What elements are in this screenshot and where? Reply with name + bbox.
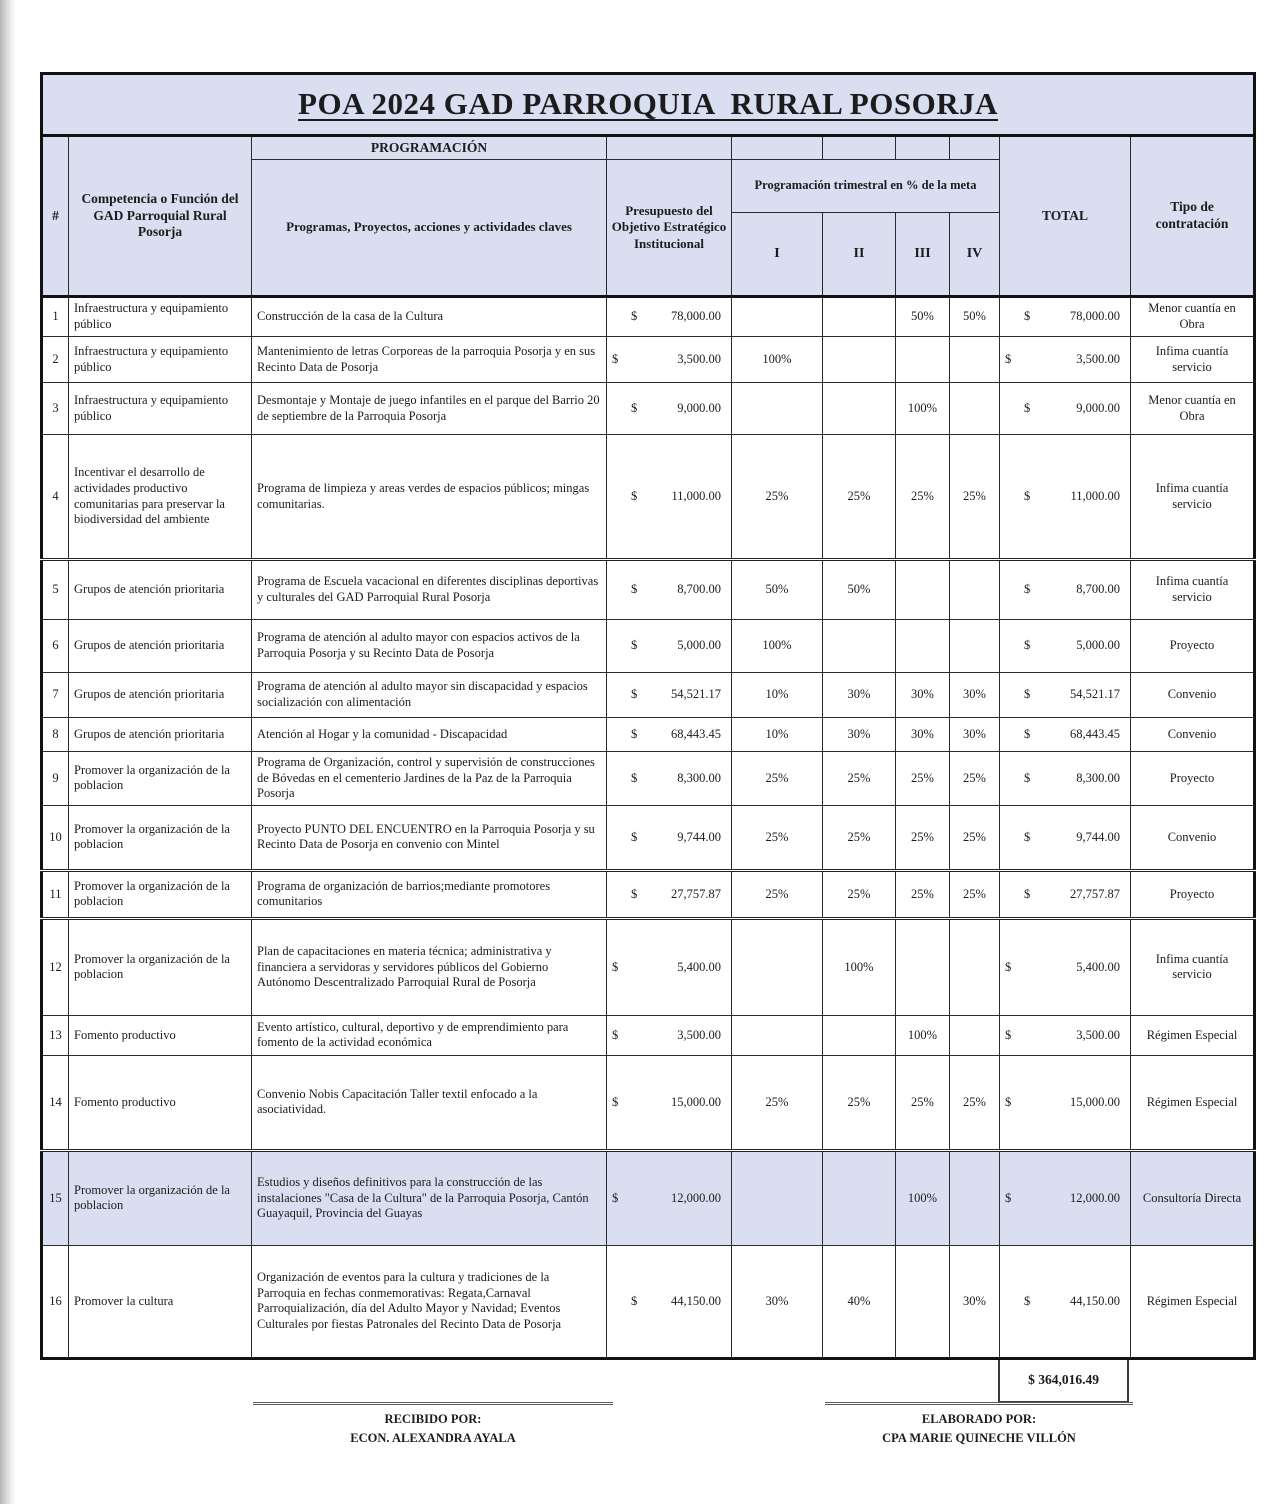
total-cell [1000,918,1131,1015]
total-amount: 5,000.00 [1076,638,1120,653]
q3-cell: 25% [896,870,950,918]
column-header-q2: II [823,213,896,297]
competencia-cell: Grupos de atención prioritaria [69,718,252,752]
q1-cell: 25% [732,752,823,806]
q1-cell: 25% [732,1055,823,1150]
total-amount: 11,000.00 [1070,488,1120,503]
programa-cell: Desmontaje y Montaje de juego infantiles en el parque del Barrio 20 de septiembre de la Parroquia Posorja [252,383,607,435]
q3-cell: 100% [896,1015,950,1055]
q4-cell: 30% [950,1245,1000,1358]
total-cell [1000,337,1131,383]
table-row [42,1015,1255,1055]
q4-cell: 25% [950,870,1000,918]
total-amount: 78,000.00 [1070,309,1120,324]
row-number-cell: 2 [42,337,69,383]
presupuesto-cell [607,1015,732,1055]
competencia-cell: Infraestructura y equipamiento público [69,383,252,435]
q4-cell [950,337,1000,383]
q1-cell: 25% [732,805,823,870]
programa-cell: Construcción de la casa de la Cultura [252,297,607,337]
table-row [42,673,1255,718]
q2-cell: 30% [823,673,896,718]
table-row [42,752,1255,806]
column-header-competencia: Competencia o Función del GAD Parroquial Rural Posorja [69,136,252,297]
total-cell [1000,297,1131,337]
q4-cell: 30% [950,673,1000,718]
currency-symbol: $ [612,1094,619,1109]
column-header-programacion: PROGRAMACIÓN [252,136,607,160]
title-cell [42,74,1255,136]
presupuesto-amount: 8,300.00 [677,770,721,785]
row-number-cell: 6 [42,620,69,673]
total-cell [1000,620,1131,673]
recibido-name: ECON. ALEXANDRA AYALA [350,1431,516,1446]
currency-symbol: $ [631,400,638,415]
competencia-cell: Grupos de atención prioritaria [69,620,252,673]
competencia-cell: Infraestructura y equipamiento público [69,337,252,383]
presupuesto-cell [607,1055,732,1150]
currency-symbol: $ [1024,582,1031,597]
total-cell [1000,718,1131,752]
q1-cell: 10% [732,718,823,752]
row-number-cell: 9 [42,752,69,806]
q4-cell [950,1015,1000,1055]
table-row [42,870,1255,918]
tipo-contratacion-cell: Régimen Especial [1131,1055,1255,1150]
programa-cell: Convenio Nobis Capacitación Taller textil enfocado a la asociatividad. [252,1055,607,1150]
q2-cell: 25% [823,805,896,870]
table-row [42,337,1255,383]
total-cell [1000,752,1131,806]
currency-symbol: $ [1024,829,1031,844]
q3-cell: 100% [896,383,950,435]
presupuesto-amount: 54,521.17 [671,687,721,702]
currency-symbol: $ [1024,400,1031,415]
competencia-cell: Promover la organización de la poblacion [69,870,252,918]
presupuesto-amount: 78,000.00 [671,309,721,324]
q2-cell: 25% [823,752,896,806]
total-amount: 9,744.00 [1076,829,1120,844]
competencia-cell: Promover la organización de la poblacion [69,752,252,806]
q2-cell: 25% [823,435,896,560]
table-row [42,1245,1255,1358]
tipo-contratacion-cell: Infima cuantía servicio [1131,435,1255,560]
currency-symbol: $ [612,959,619,974]
q4-cell [950,560,1000,620]
total-amount: 12,000.00 [1070,1190,1120,1205]
programa-cell: Plan de capacitaciones en materia técnica; administrativa y financiera a servidoras y servidores públicos del Gobierno Autónomo Descentralizado Parroquial Rural de Posorja [252,918,607,1015]
column-header-programas: Programas, Proyectos, acciones y actividades claves [252,160,607,297]
q1-cell: 50% [732,560,823,620]
q1-cell: 25% [732,870,823,918]
programa-cell: Programa de atención al adulto mayor con espacios activos de la Parroquia Posorja y su Recinto Data de Posorja [252,620,607,673]
header-strip-row [42,136,1255,160]
currency-symbol: $ [1024,886,1031,901]
presupuesto-cell [607,805,732,870]
recibido-signature-block [253,1402,613,1449]
q2-cell [823,383,896,435]
q1-cell [732,297,823,337]
q3-cell: 25% [896,805,950,870]
tipo-contratacion-cell: Menor cuantía en Obra [1131,297,1255,337]
currency-symbol: $ [612,1027,619,1042]
currency-symbol: $ [1024,638,1031,653]
scan-edge-artifact [0,0,16,1504]
row-number-cell: 1 [42,297,69,337]
column-header-q1: I [732,213,823,297]
programa-cell: Programa de organización de barrios;mediante promotores comunitarios [252,870,607,918]
total-cell [1000,1015,1131,1055]
total-amount: 3,500.00 [1076,351,1120,366]
currency-symbol: $ [631,687,638,702]
total-cell [1000,435,1131,560]
table-row [42,620,1255,673]
currency-symbol: $ [1024,488,1031,503]
tipo-contratacion-cell: Infima cuantía servicio [1131,560,1255,620]
q2-cell [823,297,896,337]
presupuesto-cell [607,918,732,1015]
strip-empty-q4 [950,136,1000,160]
presupuesto-amount: 15,000.00 [671,1094,721,1109]
q3-cell: 100% [896,1150,950,1245]
total-amount: 68,443.45 [1070,726,1120,741]
presupuesto-amount: 9,744.00 [677,829,721,844]
strip-empty-presupuesto [607,136,732,160]
tipo-contratacion-cell: Convenio [1131,718,1255,752]
table-row [42,805,1255,870]
grand-total-value: $ 364,016.49 [1028,1372,1099,1388]
total-amount: 8,700.00 [1076,582,1120,597]
currency-symbol: $ [631,886,638,901]
competencia-cell: Promover la organización de la poblacion [69,1150,252,1245]
presupuesto-cell [607,673,732,718]
currency-symbol: $ [631,726,638,741]
presupuesto-cell [607,435,732,560]
currency-symbol: $ [631,829,638,844]
currency-symbol: $ [631,770,638,785]
q2-cell: 50% [823,560,896,620]
row-number-cell: 14 [42,1055,69,1150]
total-cell [1000,1055,1131,1150]
q4-cell: 50% [950,297,1000,337]
poa-table [40,72,1256,1360]
page-title: POA 2024 GAD PARROQUIA RURAL POSORJA [298,86,998,122]
presupuesto-amount: 5,000.00 [677,638,721,653]
currency-symbol: $ [1024,309,1031,324]
competencia-cell: Infraestructura y equipamiento público [69,297,252,337]
row-number-cell: 5 [42,560,69,620]
tipo-contratacion-cell: Consultoría Directa [1131,1150,1255,1245]
row-number-cell: 13 [42,1015,69,1055]
q3-cell: 25% [896,752,950,806]
presupuesto-amount: 27,757.87 [671,886,721,901]
q3-cell: 30% [896,718,950,752]
total-cell [1000,1150,1131,1245]
competencia-cell: Grupos de atención prioritaria [69,673,252,718]
signature-line [253,1402,613,1405]
strip-empty-q2 [823,136,896,160]
signature-line [825,1402,1133,1405]
q4-cell: 25% [950,752,1000,806]
presupuesto-amount: 11,000.00 [671,488,721,503]
programa-cell: Organización de eventos para la cultura y tradiciones de la Parroquia en fechas conmemorativas: Regata,Carnaval Parroquialización, día del Adulto Mayor y Navidad; Eventos Culturales por fiestas Patronales del Recinto Data de Posorja [252,1245,607,1358]
column-header-q3: III [896,213,950,297]
currency-symbol: $ [1024,687,1031,702]
presupuesto-cell [607,1245,732,1358]
signatures-section [0,1402,1284,1482]
presupuesto-amount: 12,000.00 [671,1190,721,1205]
q4-cell: 25% [950,1055,1000,1150]
q2-cell: 25% [823,870,896,918]
total-amount: 8,300.00 [1076,770,1120,785]
presupuesto-cell [607,752,732,806]
programa-cell: Programa de atención al adulto mayor sin discapacidad y espacios socialización con alimentación [252,673,607,718]
table-body [42,297,1255,1359]
currency-symbol: $ [1005,1027,1012,1042]
q1-cell [732,1150,823,1245]
total-amount: 3,500.00 [1076,1027,1120,1042]
programa-cell: Atención al Hogar y la comunidad - Discapacidad [252,718,607,752]
currency-symbol: $ [1005,1094,1012,1109]
row-number-cell: 11 [42,870,69,918]
tipo-contratacion-cell: Menor cuantía en Obra [1131,383,1255,435]
programa-cell: Programa de Organización, control y supervisión de construcciones de Bóvedas en el cementerio Jardines de la Paz de la Parroquia Posorja [252,752,607,806]
q2-cell: 30% [823,718,896,752]
currency-symbol: $ [1005,351,1012,366]
tipo-contratacion-cell: Régimen Especial [1131,1015,1255,1055]
grand-total-box [998,1360,1129,1403]
column-header-num: # [42,136,69,297]
elaborado-name: CPA MARIE QUINECHE VILLÓN [882,1431,1076,1446]
elaborado-label: ELABORADO POR: [921,1412,1037,1426]
q2-cell [823,1150,896,1245]
total-cell [1000,870,1131,918]
presupuesto-amount: 5,400.00 [677,959,721,974]
currency-symbol: $ [631,1293,638,1308]
table-row [42,560,1255,620]
programa-cell: Mantenimiento de letras Corporeas de la parroquia Posorja y en sus Recinto Data de Posorja [252,337,607,383]
competencia-cell: Promover la organización de la poblacion [69,805,252,870]
presupuesto-cell [607,1150,732,1245]
q1-cell [732,1015,823,1055]
presupuesto-cell [607,383,732,435]
q1-cell: 100% [732,620,823,673]
recibido-label: RECIBIDO POR: [384,1412,482,1426]
q4-cell [950,383,1000,435]
q2-cell: 25% [823,1055,896,1150]
q1-cell: 100% [732,337,823,383]
q1-cell [732,918,823,1015]
presupuesto-cell [607,870,732,918]
q2-cell: 40% [823,1245,896,1358]
table-row [42,718,1255,752]
q3-cell [896,337,950,383]
q2-cell: 100% [823,918,896,1015]
table-row [42,297,1255,337]
programa-cell: Evento artístico, cultural, deportivo y de emprendimiento para fomento de la actividad económica [252,1015,607,1055]
q2-cell [823,620,896,673]
q1-cell: 25% [732,435,823,560]
competencia-cell: Grupos de atención prioritaria [69,560,252,620]
presupuesto-cell [607,718,732,752]
elaborado-signature-block [825,1402,1133,1449]
q3-cell [896,1245,950,1358]
q3-cell [896,560,950,620]
presupuesto-amount: 68,443.45 [671,726,721,741]
competencia-cell: Promover la cultura [69,1245,252,1358]
q1-cell [732,383,823,435]
tipo-contratacion-cell: Proyecto [1131,870,1255,918]
total-cell [1000,560,1131,620]
row-number-cell: 12 [42,918,69,1015]
row-number-cell: 8 [42,718,69,752]
presupuesto-amount: 8,700.00 [677,582,721,597]
currency-symbol: $ [1024,1293,1031,1308]
column-header-presupuesto: Presupuesto del Objetivo Estratégico Institucional [607,160,732,297]
total-amount: 27,757.87 [1070,886,1120,901]
q3-cell [896,620,950,673]
q4-cell [950,918,1000,1015]
presupuesto-cell [607,560,732,620]
competencia-cell: Promover la organización de la poblacion [69,918,252,1015]
currency-symbol: $ [1005,959,1012,974]
currency-symbol: $ [612,351,619,366]
competencia-cell: Fomento productivo [69,1055,252,1150]
table-row [42,435,1255,560]
total-amount: 5,400.00 [1076,959,1120,974]
table-row [42,1055,1255,1150]
presupuesto-amount: 3,500.00 [677,1027,721,1042]
table-row [42,1150,1255,1245]
row-number-cell: 16 [42,1245,69,1358]
q3-cell [896,918,950,1015]
q3-cell: 25% [896,1055,950,1150]
presupuesto-cell [607,337,732,383]
total-cell [1000,673,1131,718]
tipo-contratacion-cell: Régimen Especial [1131,1245,1255,1358]
currency-symbol: $ [631,309,638,324]
presupuesto-amount: 44,150.00 [671,1293,721,1308]
row-number-cell: 7 [42,673,69,718]
q2-cell [823,337,896,383]
strip-empty-q3 [896,136,950,160]
q4-cell: 25% [950,435,1000,560]
tipo-contratacion-cell: Proyecto [1131,752,1255,806]
tipo-contratacion-cell: Convenio [1131,805,1255,870]
currency-symbol: $ [612,1190,619,1205]
tipo-contratacion-cell: Proyecto [1131,620,1255,673]
q4-cell: 25% [950,805,1000,870]
programa-cell: Programa de Escuela vacacional en diferentes disciplinas deportivas y culturales del GAD Parroquial Rural Posorja [252,560,607,620]
total-cell [1000,805,1131,870]
strip-empty-q1 [732,136,823,160]
column-header-trimestral: Programación trimestral en % de la meta [732,160,1000,213]
programa-cell: Programa de limpieza y areas verdes de espacios públicos; mingas comunitarias. [252,435,607,560]
presupuesto-amount: 9,000.00 [677,400,721,415]
table-header [42,74,1255,297]
row-number-cell: 10 [42,805,69,870]
currency-symbol: $ [631,488,638,503]
q1-cell: 30% [732,1245,823,1358]
currency-symbol: $ [1024,770,1031,785]
column-header-total: TOTAL [1000,136,1131,297]
total-amount: 44,150.00 [1070,1293,1120,1308]
total-cell [1000,1245,1131,1358]
tipo-contratacion-cell: Convenio [1131,673,1255,718]
presupuesto-amount: 3,500.00 [677,351,721,366]
programa-cell: Proyecto PUNTO DEL ENCUENTRO en la Parroquia Posorja y su Recinto Data de Posorja en convenio con Mintel [252,805,607,870]
total-amount: 54,521.17 [1070,687,1120,702]
currency-symbol: $ [1024,726,1031,741]
currency-symbol: $ [631,582,638,597]
title-row [42,74,1255,136]
q3-cell: 50% [896,297,950,337]
row-number-cell: 3 [42,383,69,435]
row-number-cell: 15 [42,1150,69,1245]
q3-cell: 30% [896,673,950,718]
tipo-contratacion-cell: Infima cuantía servicio [1131,337,1255,383]
row-number-cell: 4 [42,435,69,560]
q3-cell: 25% [896,435,950,560]
column-header-tipo: Tipo de contratación [1131,136,1255,297]
currency-symbol: $ [1005,1190,1012,1205]
poa-table-wrapper [40,72,1256,1403]
q4-cell [950,620,1000,673]
presupuesto-cell [607,297,732,337]
currency-symbol: $ [631,638,638,653]
table-row [42,918,1255,1015]
q1-cell: 10% [732,673,823,718]
total-cell [1000,383,1131,435]
tipo-contratacion-cell: Infima cuantía servicio [1131,918,1255,1015]
column-header-q4: IV [950,213,1000,297]
competencia-cell: Incentivar el desarrollo de actividades productivo comunitarias para preservar la biodiversidad del ambiente [69,435,252,560]
competencia-cell: Fomento productivo [69,1015,252,1055]
total-amount: 9,000.00 [1076,400,1120,415]
q2-cell [823,1015,896,1055]
programa-cell: Estudios y diseños definitivos para la construcción de las instalaciones "Casa de la Cultura" de la Parroquia Posorja, Cantón Guayaquil, Provincia del Guayas [252,1150,607,1245]
table-row [42,383,1255,435]
total-amount: 15,000.00 [1070,1094,1120,1109]
q4-cell: 30% [950,718,1000,752]
presupuesto-cell [607,620,732,673]
q4-cell [950,1150,1000,1245]
